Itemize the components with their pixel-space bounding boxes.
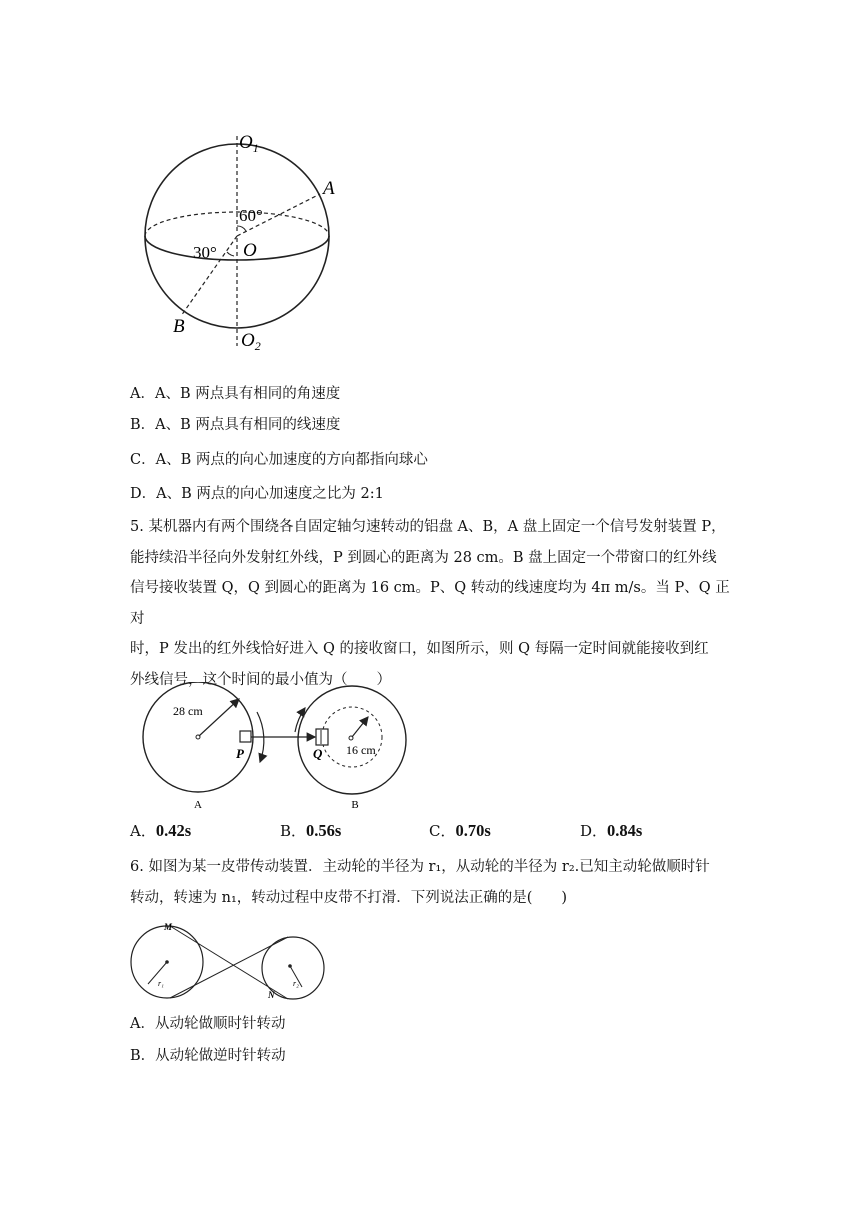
q6-option-a: A．从动轮做顺时针转动 [130,1016,286,1032]
q5-line: 外线信号，这个时间的最小值为（ ） [130,671,391,688]
sphere-figure [135,122,350,354]
q6-line: 转动，转速为 n₁，转动过程中皮带不打滑．下列说法正确的是( ) [130,889,568,906]
belt-drive-figure [128,918,333,1003]
q5-option-c: C．0.70s [429,821,491,840]
label-m: M [164,922,173,932]
label-q: Q [313,746,323,761]
q4-option-b: B．A、B 两点具有相同的线速度 [130,417,341,433]
q6-line: 6. 如图为某一皮带传动装置．主动轮的半径为 r₁，从动轮的半径为 r₂.已知主动轮做顺时针 [130,859,710,875]
disc-b-radius [352,717,368,737]
q4-option-a: A．A、B 两点具有相同的角速度 [130,386,341,402]
label-o: O [243,240,257,261]
angle-arc-30 [227,252,234,256]
q5-option-d: D．0.84s [580,821,643,840]
q5-line: 时，P 发出的红外线恰好进入 Q 的接收窗口，如图所示，则 Q 每隔一定时间就能接收到红 [130,641,709,657]
label-28cm: 28 cm [173,704,203,718]
label-a: A [323,178,335,199]
q5-line: 5. 某机器内有两个围绕各自固定轴匀速转动的铝盘 A、B，A 盘上固定一个信号发射装置 P， [130,519,726,535]
q6-stem [130,852,735,913]
angle-arc-60 [237,226,246,231]
label-angle-30: 30° [193,243,217,262]
label-16cm: 16 cm [346,743,376,757]
label-angle-60: 60° [239,206,263,225]
disc-a-radius [199,699,239,736]
rotation-arrow-b [295,708,305,732]
emitter-p [240,731,251,742]
disc-a [143,682,253,792]
belt-cross-1 [170,926,288,999]
q4-option-d: D．A、B 两点的向心加速度之比为 2:1 [130,486,384,502]
label-b: B [173,316,185,337]
label-disc-b: B [351,799,359,811]
label-p: P [236,746,244,761]
q5-line: 能持续沿半径向外发射红外线，P 到圆心的距离为 28 cm。B 盘上固定一个带窗口的红外线 [130,549,717,566]
label-disc-a: A [194,799,202,811]
label-r2: r₂ [293,979,299,988]
label-o2: $O_2$ [241,330,261,353]
q5-option-a: A．0.42s [130,821,192,840]
label-n: N [268,990,275,1000]
q5-stem [130,512,735,695]
q5-line: 信号接收装置 Q，Q 到圆心的距离为 16 cm。P、Q 转动的线速度均为 4π m/s。当 P、Q 正对 [130,580,730,627]
q5-option-b: B．0.56s [280,821,342,840]
label-o1: $O_1$ [239,132,259,155]
receiver-q [316,729,328,745]
q4-option-c: C．A、B 两点的向心加速度的方向都指向球心 [130,452,428,468]
discs-figure [135,682,415,812]
label-r1: r₁ [158,979,164,988]
q6-option-b: B．从动轮做逆时针转动 [130,1048,286,1064]
